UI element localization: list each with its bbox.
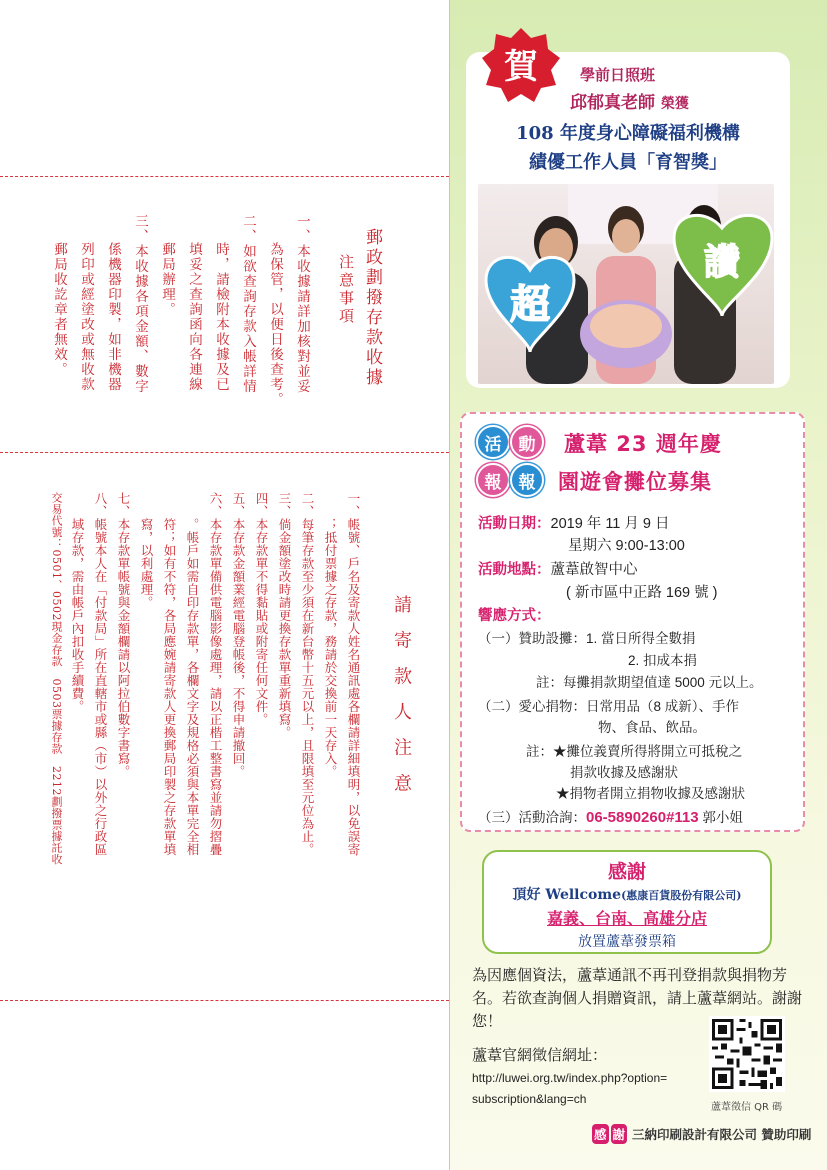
response-option-2-note3: ★捐物者開立捐物收據及感謝狀 xyxy=(556,786,745,801)
event-date xyxy=(478,512,670,533)
event-badge: 動 xyxy=(510,425,544,459)
award-title-line2: 績優工作人員「育智獎」 xyxy=(529,152,727,173)
url-line1: http://luwei.org.tw/index.php?option= xyxy=(472,1071,668,1085)
receipt-note-line: 填妥之查詢函向各連線 xyxy=(186,242,202,392)
thanks-branches: 嘉義、台南、高雄分店 xyxy=(546,909,707,928)
receipt-note-line: 列印或經塗改或無收款 xyxy=(78,242,94,392)
award-recipient xyxy=(570,88,689,113)
receipt-note-line: 郵局辦理。 xyxy=(159,242,175,317)
receipt-note-line: 時，請檢附本收據及已 xyxy=(213,242,229,392)
receipt-note-line: 一、本收據請詳加核對並妥 xyxy=(294,214,310,394)
depositor-note-line: 。帳戶如需自印存款單，各欄文字及規格必須與本單完全相 xyxy=(185,518,200,856)
event-badge: 報 xyxy=(510,463,544,497)
response-heading xyxy=(478,604,551,625)
response-option-1-note: 註：每攤捐款期望值達 5000 元以上。 xyxy=(536,675,763,690)
response-option-2: （二）愛心捐物：日常用品（8 成新）、手作 xyxy=(478,699,740,714)
event-title-line2: 園遊會攤位募集 xyxy=(558,470,712,494)
depositor-note-line: 八、帳號本人在「付款局」所在直轄市或縣（市）以外之行政區 xyxy=(93,492,108,856)
qr-code-icon[interactable] xyxy=(709,1016,785,1092)
depositor-notes xyxy=(70,492,364,972)
event-time: 星期六 9:00-13:00 xyxy=(568,538,685,554)
response-option-1b: 2. 扣成本捐 xyxy=(628,653,698,668)
depositor-note-line: 寫，以利處理。 xyxy=(139,518,154,609)
award-honor: 榮獲 xyxy=(660,96,689,112)
receipt-note-line: 係機器印製，如非機器 xyxy=(105,242,121,392)
receipt-note-line: 郵局收訖章者無效。 xyxy=(51,242,67,377)
response-option-2-note2: 捐款收據及感謝狀 xyxy=(570,765,678,780)
contact-person: 郭小姐 xyxy=(702,810,743,825)
place-label: 活動地點： xyxy=(478,562,551,578)
thanks-title: 感謝 xyxy=(607,861,646,883)
privacy-notice: 為因應個資法，蘆葦通訊不再刊登捐款與捐物芳名。若欲查詢個人捐贈資訊，請上蘆葦網站。謝謝您！ xyxy=(472,966,803,1030)
receipt-note-line: 二、如欲查詢存款入帳詳情 xyxy=(240,214,256,394)
award-photo xyxy=(478,184,774,384)
perforation-line-middle xyxy=(0,452,449,453)
perforation-line-bottom xyxy=(0,1000,449,1001)
depositor-note-line: 七、本存款單帳號與金額欄請以阿拉伯數字書寫。 xyxy=(116,492,131,778)
place-value: 蘆葦啟智中心 xyxy=(550,562,638,578)
congrats-badge-icon xyxy=(480,26,562,106)
sign-left-char: 超 xyxy=(510,281,550,328)
event-badge: 活 xyxy=(476,425,510,459)
thanks-sponsor xyxy=(482,884,772,904)
sponsor-badge: 感 xyxy=(592,1124,609,1144)
teacher-name: 邱郁真老師 xyxy=(570,93,655,113)
event-address: ( 新市區中正路 169 號 ) xyxy=(566,585,718,601)
date-label: 活動日期： xyxy=(478,516,551,532)
badge-char: 賀 xyxy=(504,47,538,87)
url-line2: subscription&lang=ch xyxy=(472,1092,587,1106)
thanks-receipt-box: 放置蘆葦發票箱 xyxy=(578,934,676,950)
response-label: 響應方式： xyxy=(478,608,551,624)
depositor-note-line: 四、本存款單不得黏貼或附寄任何文件。 xyxy=(254,492,269,726)
depositor-note-line: 二、每筆存款至少須在新台幣十五元以上，且限填至元位為止。 xyxy=(300,492,315,856)
receipt-notes xyxy=(44,214,312,434)
event-title-line1: 蘆葦 23 週年慶 xyxy=(564,432,722,456)
response-option-2-note1: 註：★攤位義賣所得將開立可抵稅之 xyxy=(526,744,742,759)
donation-url[interactable] xyxy=(472,1068,667,1110)
depositor-note-line: 符；如有不符，各局應婉請寄款人更換郵局印製之存款單填 xyxy=(162,518,177,856)
depositor-note-line: 三、倘金額塗改時請更換存款單重新填寫。 xyxy=(277,492,292,739)
sign-right-char: 讚 xyxy=(703,241,741,283)
receipt-subtitle: 注意事項 xyxy=(337,254,355,326)
site-label: 蘆葦官網徵信網址： xyxy=(472,1046,608,1064)
event-place xyxy=(478,558,638,579)
award-department: 學前日照班 xyxy=(580,66,656,84)
qr-caption: 蘆葦徵信 QR 碼 xyxy=(711,1102,783,1113)
event-badge: 報 xyxy=(476,463,510,497)
sponsor-badge: 謝 xyxy=(611,1124,628,1144)
depositor-note-line: 一、帳號、戶名及寄款人姓名通訊處各欄請詳細填明，以免誤寄 xyxy=(346,492,361,856)
response-option-1: （一）贊助設攤：1. 當日所得全數捐 xyxy=(478,631,696,646)
event-contact xyxy=(478,806,743,826)
response-option-2b: 物、食品、飲品。 xyxy=(598,720,706,735)
depositor-note-line: ；抵付票據之存款，務請於交換前一天存入。 xyxy=(323,518,338,778)
date-value: 2019 年 11 月 9 日 xyxy=(550,516,670,532)
depositor-note-line: 五、本存款金額業經電腦登帳後，不得申請撤回。 xyxy=(231,492,246,778)
sponsor-brand: 頂好 Wellcome xyxy=(512,887,622,903)
receipt-title: 郵政劃撥存款收據 xyxy=(362,228,382,388)
sponsor-company: (惠康百貨股份有限公司) xyxy=(621,889,742,902)
perforation-line-top xyxy=(0,176,449,177)
depositor-note-line: 六、本存款單備供電腦影像處理，請以正楷工整書寫並請勿摺疊 xyxy=(208,492,223,856)
receipt-note-line: 為保管，以便日後查考。 xyxy=(267,242,283,407)
receipt-note-line: 三、本收據各項金額、數字 xyxy=(132,214,148,394)
depositor-note-line: 域存款，需由帳戶內扣收手續費。 xyxy=(70,518,85,713)
contact-label: （三）活動洽詢： xyxy=(478,810,586,825)
depositor-notes-title: 請 寄 款 人 注 意 xyxy=(391,595,412,798)
transaction-codes: 交易代號：0501、0502現金存款 0503票據存款 2212劃撥票據託收 xyxy=(50,492,63,865)
print-sponsor xyxy=(592,1124,811,1144)
contact-phone: 06-5890260#113 xyxy=(586,809,699,826)
sponsor-text: 三納印刷設計有限公司 贊助印刷 xyxy=(632,1127,812,1142)
award-title-line1: 108 年度身心障礙福利機構 xyxy=(516,123,740,144)
